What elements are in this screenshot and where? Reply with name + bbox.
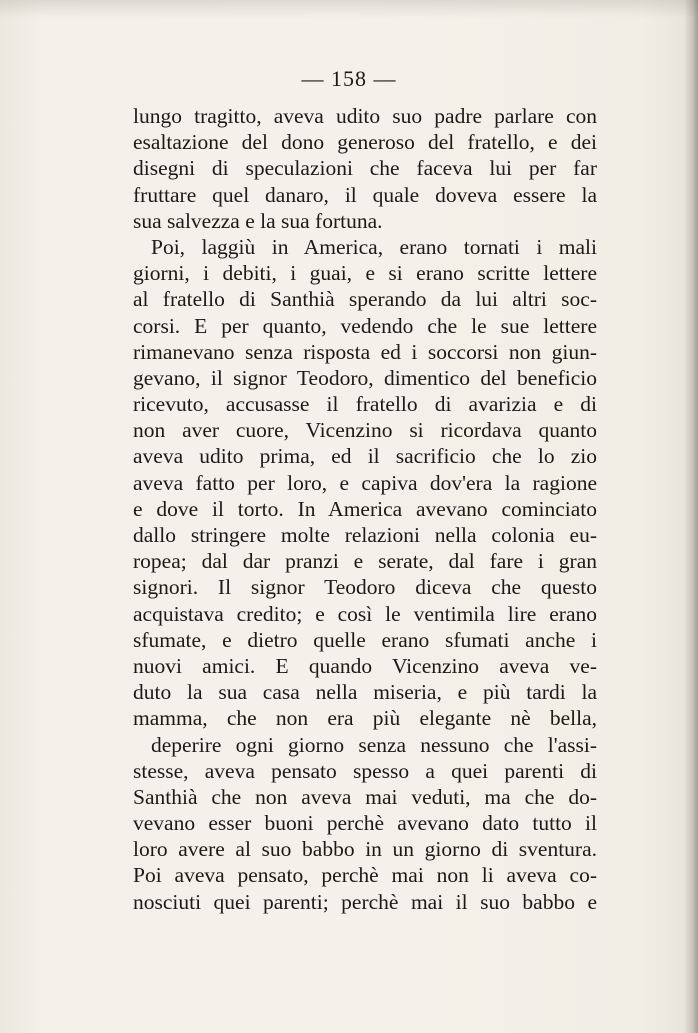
text-line-2: esaltazione del dono generoso del fratello, e dei bbox=[133, 130, 597, 155]
text-line-19: signori. Il signor Teodoro diceva che questo bbox=[133, 575, 597, 600]
text-line-14: aveva udito prima, ed il sacrificio che lo zio bbox=[133, 444, 597, 469]
text-line-10: rimanevano senza risposta ed i soccorsi non giun- bbox=[133, 339, 597, 364]
text-line-27: Santhià che non aveva mai veduti, ma che do- bbox=[133, 784, 597, 809]
text-line-20: acquistava credito; e così le ventimila lire erano bbox=[133, 601, 597, 626]
text-line-13: non aver cuore, Vicenzino si ricordava quanto bbox=[133, 418, 597, 443]
text-line-23: duto la sua casa nella miseria, e più tardi la bbox=[133, 680, 597, 705]
text-line-16: e dove il torto. In America avevano cominciato bbox=[133, 496, 597, 521]
text-line-12: ricevuto, accusasse il fratello di avarizia e di bbox=[133, 392, 597, 417]
text-line-18: ropea; dal dar pranzi e serate, dal fare i gran bbox=[133, 549, 597, 574]
text-line-28: vevano esser buoni perchè avevano dato tutto il bbox=[133, 811, 597, 836]
text-line-11: gevano, il signor Teodoro, dimentico del beneficio bbox=[133, 365, 597, 390]
text-line-17: dallo stringere molte relazioni nella colonia eu- bbox=[133, 523, 597, 547]
text-line-30: Poi aveva pensato, perchè mai non li aveva co- bbox=[133, 863, 597, 888]
text-line-8: al fratello di Santhià sperando da lui altri soc- bbox=[133, 287, 597, 312]
text-line-26: stesse, aveva pensato spesso a quei parenti di bbox=[133, 758, 597, 783]
text-line-25: deperire ogni giorno senza nessuno che l'assi- bbox=[151, 732, 597, 757]
text-line-1: lungo tragitto, aveva udito suo padre parlare con bbox=[133, 104, 597, 128]
text-line-7: giorni, i debiti, i guai, e si erano scritte lettere bbox=[133, 261, 597, 286]
text-line-24: mamma, che non era più elegante nè bella, bbox=[133, 706, 597, 731]
text-line-31: nosciuti quei parenti; perchè mai il suo babbo e bbox=[133, 889, 597, 914]
text-line-6: Poi, laggiù in America, erano tornati i mali bbox=[151, 234, 597, 259]
text-line-15: aveva fatto per loro, e capiva dov'era la ragione bbox=[133, 470, 597, 495]
page-binding-shadow bbox=[684, 0, 698, 1033]
text-line-21: sfumate, e dietro quelle erano sfumati anche i bbox=[133, 627, 597, 652]
text-line-29: loro avere al suo babbo in un giorno di sventura. bbox=[133, 837, 597, 862]
text-line-4: fruttare quel danaro, il quale doveva essere la bbox=[133, 182, 597, 207]
page-top-shadow bbox=[0, 0, 698, 18]
body-text bbox=[133, 103, 597, 915]
page-number: — 158 — bbox=[301, 66, 397, 91]
text-line-5: sua salvezza e la sua fortuna. bbox=[133, 208, 383, 233]
text-line-22: nuovi amici. E quando Vicenzino aveva ve- bbox=[133, 653, 597, 678]
text-line-9: corsi. E per quanto, vedendo che le sue lettere bbox=[133, 313, 597, 338]
text-line-3: disegni di speculazioni che faceva lui per far bbox=[133, 156, 597, 181]
